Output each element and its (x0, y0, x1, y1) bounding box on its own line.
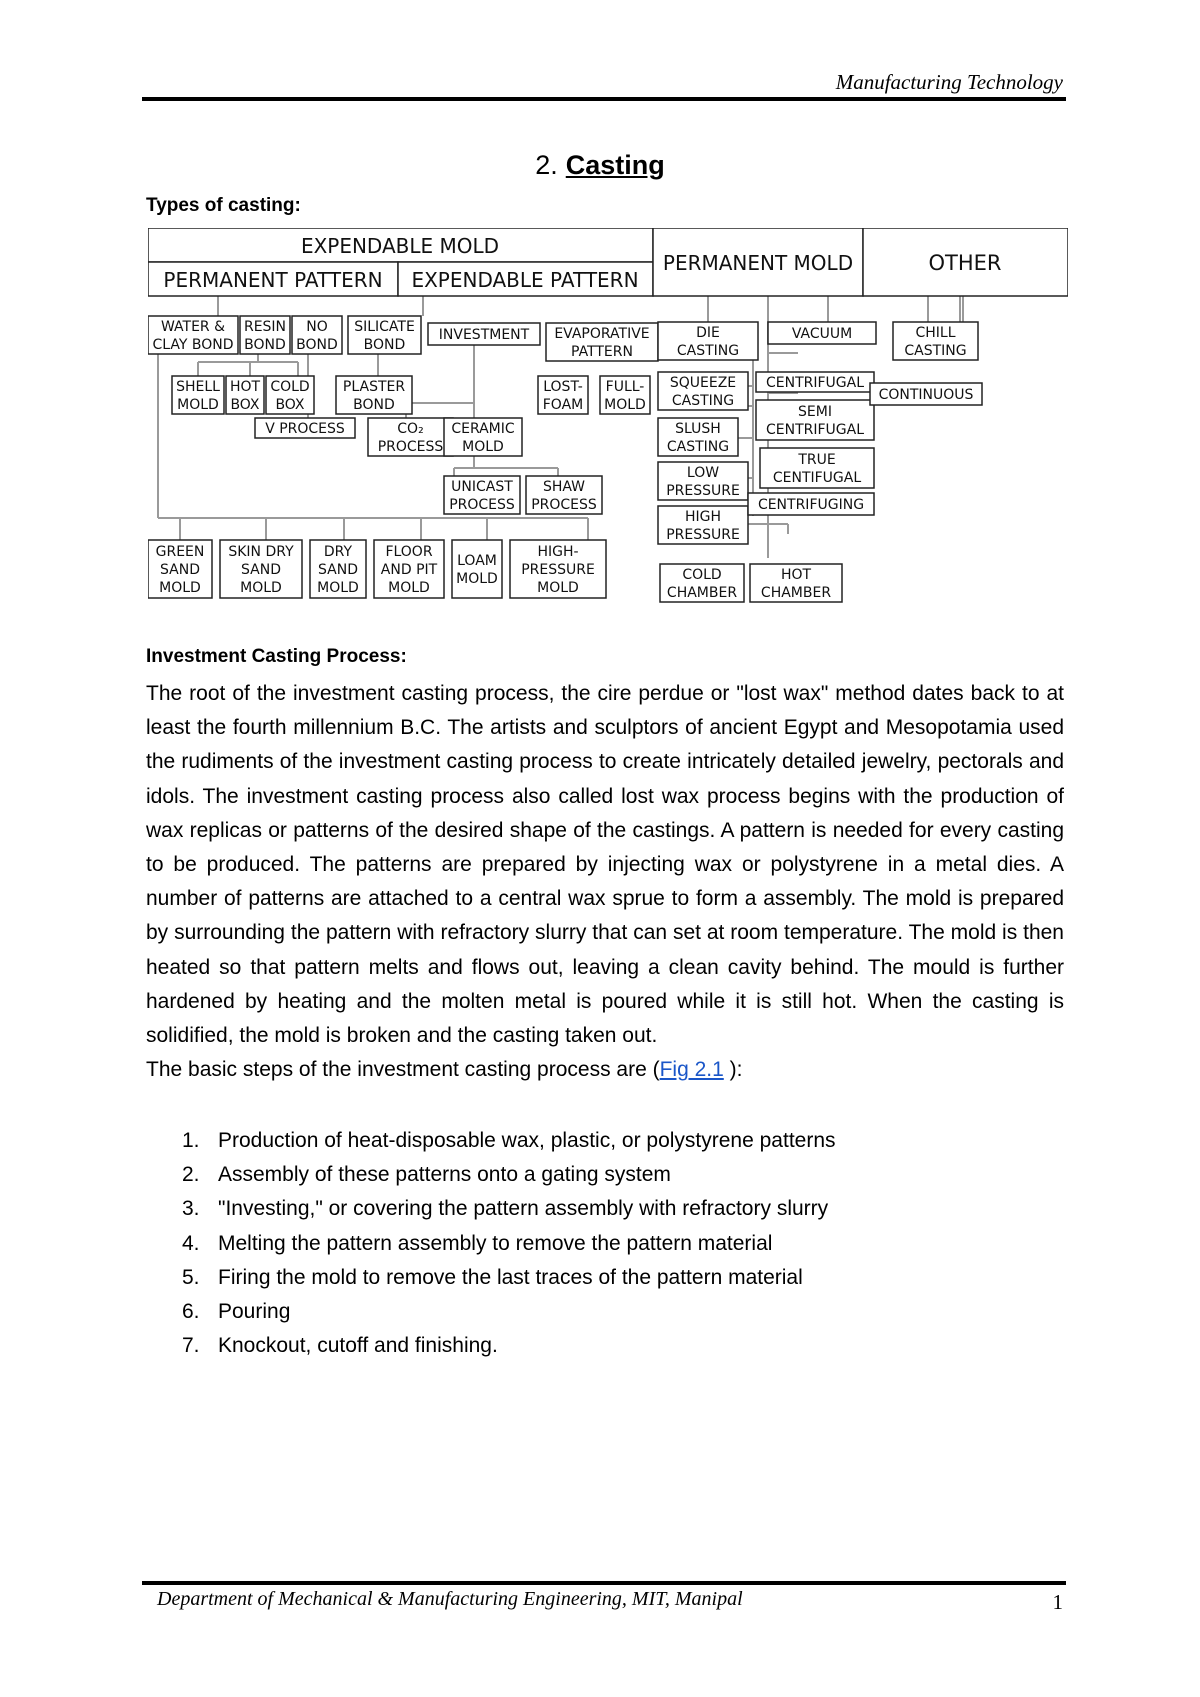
step-item (146, 1329, 1046, 1363)
step-text: Assembly of these patterns onto a gating system (218, 1163, 671, 1187)
node-label-dry-sand: SAND (318, 562, 358, 578)
steps-intro-after: ): (723, 1058, 743, 1082)
fig-2-1-link[interactable]: Fig 2.1 (659, 1058, 724, 1082)
node-label-cold-box: BOX (275, 397, 305, 413)
node-label-shaw: SHAW (542, 479, 586, 495)
intro-paragraph: The root of the investment casting process, the cire perdue or "lost wax" method dates back to at least the fourth millennium B.C. The artists and sculptors of ancient Egypt and Mesopotamia used the rudiments of the investment casting process to create intricately detailed jewelry, pectorals and idols. The investment casting process also called lost wax process begins with the production of wax replicas or patterns of the desired shape of the castings. A pattern is needed for every casting to be produced. The patterns are prepared by injecting wax or polystyrene in a metal dies. A number of patterns are attached to a central wax sprue to form a assembly. The mold is prepared by surrounding the pattern with refractory slurry that can set at room temperature. The mold is then heated so that pattern melts and flows out, leaving a clean cavity behind. The mould is further hardened by heating and the molten metal is poured while it is still hot. When the casting is solidified, the mold is broken and the casting taken out. (146, 682, 1064, 1048)
node-label-dry-sand: DRY (323, 544, 353, 560)
node-label-plaster: BOND (353, 397, 395, 413)
node-label-shell: MOLD (177, 397, 219, 413)
node-label-no-bond: BOND (296, 337, 338, 353)
step-item (146, 1192, 1046, 1226)
node-label-vacuum: VACUUM (791, 326, 853, 342)
node-label-cold-box: COLD (270, 379, 310, 395)
node-label-chill: CHILL (915, 325, 956, 341)
node-label-evaporative: PATTERN (571, 344, 633, 360)
node-label-no-bond: NO (306, 319, 328, 335)
step-text: Knockout, cutoff and finishing. (218, 1334, 498, 1358)
node-label-true-centrifugal: TRUE (798, 452, 836, 468)
types-heading: Types of casting: (146, 195, 301, 216)
node-label-green-sand: SAND (160, 562, 200, 578)
node-label-centrifuging: CENTRIFUGING (757, 497, 865, 513)
node-label-skin-dry: SKIN DRY (228, 544, 294, 560)
step-text: Pouring (218, 1300, 291, 1324)
running-header: Manufacturing Technology (835, 70, 1063, 94)
node-label-squeeze: SQUEEZE (669, 375, 737, 391)
casting-types-diagram (148, 228, 1068, 608)
node-label-ceramic: MOLD (462, 439, 504, 455)
node-label-die-casting: CASTING (676, 343, 740, 359)
node-label-v-process: V PROCESS (265, 421, 345, 437)
step-text: Production of heat-disposable wax, plastic, or polystyrene patterns (218, 1129, 836, 1152)
permanent-pattern-label: PERMANENT PATTERN (163, 268, 383, 292)
node-label-unicast: UNICAST (451, 479, 513, 495)
step-item (146, 1227, 1046, 1261)
step-number: 6. (182, 1300, 200, 1324)
chapter-title: Casting (565, 150, 665, 180)
step-number: 4. (182, 1231, 200, 1255)
node-label-low-pressure: PRESSURE (666, 483, 740, 499)
node-label-loam: LOAM (457, 553, 497, 569)
node-label-co2: CO₂ (397, 421, 424, 437)
node-label-continuous: CONTINUOUS (878, 387, 974, 403)
page-number: 1 (1052, 1590, 1063, 1614)
node-label-green-sand: MOLD (159, 580, 201, 596)
node-label-floor-pit: AND PIT (380, 562, 438, 578)
node-label-chill: CASTING (904, 343, 967, 359)
node-label-hot-box: BOX (230, 397, 260, 413)
expendable-pattern-label: EXPENDABLE PATTERN (411, 268, 639, 292)
step-number: 1. (182, 1129, 200, 1152)
node-label-hot-box: HOT (229, 379, 261, 395)
node-label-cold-chamber: CHAMBER (666, 585, 738, 601)
body-text (146, 677, 1064, 1087)
node-label-full-mold: MOLD (604, 397, 646, 413)
node-label-co2: PROCESS (377, 439, 444, 455)
node-label-semi-centrifugal: SEMI (798, 404, 832, 420)
node-label-shaw: PROCESS (531, 497, 597, 513)
node-label-plaster: PLASTER (342, 379, 406, 395)
node-label-semi-centrifugal: CENTRIFUGAL (765, 422, 865, 438)
node-label-lost-foam: LOST- (543, 379, 583, 395)
node-label-skin-dry: SAND (241, 562, 281, 578)
steps-intro-before: The basic steps of the investment casting process are ( (146, 1058, 660, 1082)
node-label-silicate: BOND (363, 337, 406, 353)
node-label-slush: CASTING (666, 439, 730, 455)
step-number: 5. (182, 1265, 200, 1289)
step-text: Melting the pattern assembly to remove the pattern material (218, 1231, 773, 1255)
steps-list (146, 1124, 1046, 1363)
steps-intro (146, 1053, 1064, 1087)
node-label-water-clay: CLAY BOND (152, 337, 234, 353)
node-label-die-casting: DIE (696, 325, 720, 341)
chapter-number: 2. (535, 150, 558, 180)
step-item (146, 1295, 1046, 1329)
header-rule (142, 97, 1066, 101)
step-text: Firing the mold to remove the last traces of the pattern material (218, 1265, 803, 1289)
node-label-evaporative: EVAPORATIVE (554, 326, 650, 342)
node-label-lost-foam: FOAM (542, 397, 584, 413)
node-label-investment: INVESTMENT (438, 327, 530, 343)
node-label-dry-sand: MOLD (317, 580, 359, 596)
other-label: OTHER (928, 251, 1002, 275)
node-label-silicate: SILICATE (354, 319, 415, 335)
node-label-cold-chamber: COLD (682, 567, 722, 583)
node-label-resin: RESIN (243, 319, 287, 335)
node-label-floor-pit: MOLD (388, 580, 430, 596)
node-label-ceramic: CERAMIC (451, 421, 515, 437)
step-item (146, 1124, 1046, 1158)
node-label-low-pressure: LOW (686, 465, 720, 481)
footer-rule (142, 1581, 1066, 1585)
node-label-hot-chamber: HOT (780, 567, 812, 583)
node-label-loam: MOLD (456, 571, 498, 587)
step-item (146, 1158, 1046, 1192)
node-box-loam (452, 540, 502, 598)
node-label-high-pressure: PRESSURE (666, 527, 740, 543)
node-label-unicast: PROCESS (449, 497, 515, 513)
node-label-squeeze: CASTING (671, 393, 735, 409)
chapter-heading (0, 150, 1200, 181)
step-number: 3. (182, 1197, 200, 1221)
node-label-green-sand: GREEN (155, 544, 205, 560)
step-item (146, 1261, 1046, 1295)
node-label-high-pressure: HIGH (684, 509, 722, 525)
node-label-true-centrifugal: CENTIFUGAL (772, 470, 862, 486)
permanent-mold-label: PERMANENT MOLD (662, 251, 854, 275)
node-label-floor-pit: FLOOR (385, 544, 433, 560)
node-label-full-mold: FULL- (605, 379, 645, 395)
node-label-high-pressure-mold: HIGH- (537, 544, 579, 560)
node-label-centrifugal: CENTRIFUGAL (765, 375, 865, 391)
node-label-hot-chamber: CHAMBER (760, 585, 832, 601)
node-label-slush: SLUSH (675, 421, 721, 437)
step-number: 2. (182, 1163, 200, 1187)
node-label-skin-dry: MOLD (240, 580, 282, 596)
node-label-high-pressure-mold: MOLD (537, 580, 579, 596)
node-label-water-clay: WATER & (160, 319, 226, 335)
node-label-resin: BOND (244, 337, 286, 353)
investment-heading: Investment Casting Process: (146, 646, 407, 667)
step-text: "Investing," or covering the pattern assembly with refractory slurry (218, 1197, 829, 1221)
step-number: 7. (182, 1334, 200, 1358)
expendable-mold-label: EXPENDABLE MOLD (300, 234, 500, 258)
footer-text: Department of Mechanical & Manufacturing Engineering, MIT, Manipal (157, 1588, 743, 1610)
node-label-shell: SHELL (176, 379, 220, 395)
node-label-high-pressure-mold: PRESSURE (521, 562, 595, 578)
